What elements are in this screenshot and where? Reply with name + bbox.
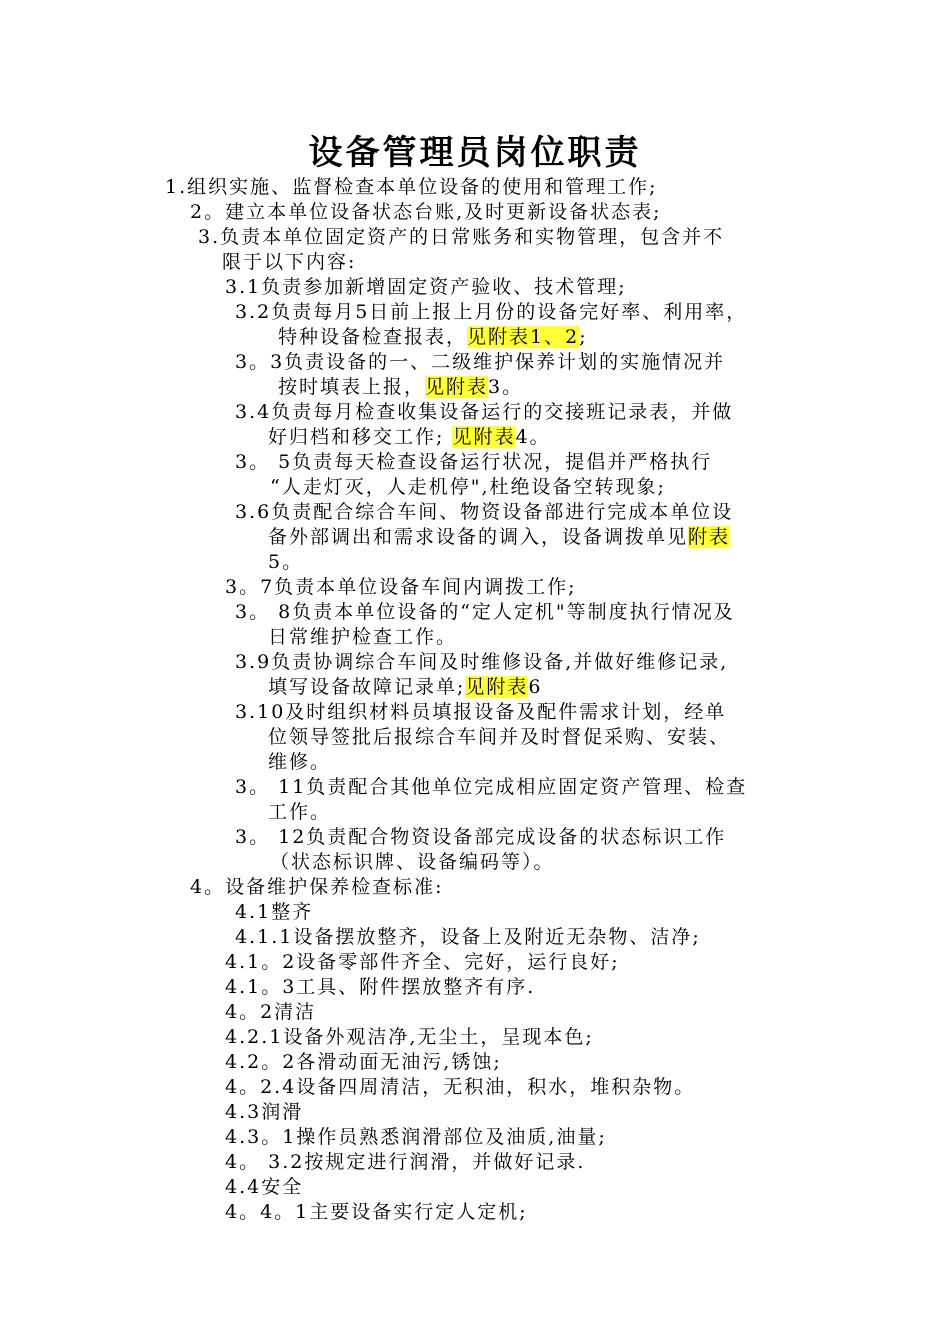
text-line <box>235 900 313 924</box>
line-text: 4.1。2设备零部件齐全、完好，运行良好; <box>225 951 620 973</box>
line-text: 3。 12负责配合物资设备部完成设备的状态标识工作 <box>235 826 727 848</box>
line-text: 3.4负责每月检查收集设备运行的交接班记录表，并做 <box>235 401 734 423</box>
line-text: 填写设备故障记录单; <box>268 676 466 698</box>
text-line <box>225 1100 303 1124</box>
highlighted-reference: 见附表 <box>452 426 516 448</box>
text-line <box>235 400 733 424</box>
text-line <box>190 875 444 899</box>
text-line <box>225 1025 594 1049</box>
line-text: 维修。 <box>268 751 332 773</box>
line-suffix: 4。 <box>515 426 551 448</box>
line-text: 4.1。3工具、附件摆放整齐有序. <box>225 976 536 998</box>
text-line <box>235 925 701 949</box>
highlighted-reference: 见附表 <box>425 376 489 398</box>
text-line <box>268 625 457 649</box>
text-line <box>235 500 733 524</box>
text-line <box>235 650 728 674</box>
text-line <box>222 250 356 274</box>
line-text: 4。 3.2按规定进行润滑，并做好记录. <box>225 1151 586 1173</box>
line-suffix: 6 <box>528 676 543 698</box>
line-suffix: ; <box>579 326 588 348</box>
text-line <box>190 200 662 224</box>
text-line <box>225 1150 585 1174</box>
text-line <box>225 975 535 999</box>
highlighted-reference: 见附表1、2 <box>467 326 580 348</box>
text-line <box>198 225 724 249</box>
line-text: 4。2.4设备四周清洁，无积油，积水，堆积杂物。 <box>225 1076 696 1098</box>
line-text: 4.3。1操作员熟悉润滑部位及油质,油量; <box>225 1126 607 1148</box>
line-text: 3.10及时组织材料员填报设备及配件需求计划，经单 <box>235 701 727 723</box>
line-text: 5。 <box>268 551 304 573</box>
text-line <box>278 325 588 349</box>
text-line <box>278 375 523 399</box>
line-text: 4.2。2各滑动面无油污,锈蚀; <box>225 1051 502 1073</box>
line-text: 1.组织实施、监督检查本单位设备的使用和管理工作; <box>165 176 658 198</box>
highlighted-reference: 附表 <box>688 526 731 548</box>
line-text: 4。4。1主要设备实行定人定机; <box>225 1201 528 1223</box>
line-text: 2。建立本单位设备状态台账,及时更新设备状态表; <box>190 201 662 223</box>
line-text: 3。 5负责每天检查设备运行状况，提倡并严格执行 <box>235 451 713 473</box>
text-line <box>268 675 543 699</box>
line-text: 3。 11负责配合其他单位完成相应固定资产管理、检查 <box>235 776 748 798</box>
line-text: 4.1.1设备摆放整齐，设备上及附近无杂物、洁净; <box>235 926 701 948</box>
text-line <box>225 1075 695 1099</box>
line-text: 日常维护检查工作。 <box>268 626 458 648</box>
text-line <box>235 700 726 724</box>
line-text: 备外部调出和需求设备的调入，设备调拨单见 <box>268 526 689 548</box>
document-title: 设备管理员岗位职责 <box>308 133 642 173</box>
line-text: 3。7负责本单位设备车间内调拨工作; <box>225 576 577 598</box>
line-text: 工作。 <box>268 801 332 823</box>
text-line <box>270 475 666 499</box>
line-text: 3.9负责协调综合车间及时维修设备,并做好维修记录, <box>235 651 729 673</box>
text-line <box>225 1175 303 1199</box>
line-text: 4.4安全 <box>225 1176 304 1198</box>
line-suffix: 3。 <box>488 376 524 398</box>
line-text: 特种设备检查报表， <box>278 326 468 348</box>
text-line <box>268 800 331 824</box>
text-line <box>268 550 303 574</box>
text-line <box>225 1125 607 1149</box>
line-text: 3.2负责每月5日前上报上月份的设备完好率、利用率， <box>235 301 748 323</box>
text-line <box>225 1000 316 1024</box>
text-line <box>235 300 747 324</box>
text-line <box>235 775 747 799</box>
text-line <box>235 350 725 374</box>
line-text: 限于以下内容: <box>222 251 357 273</box>
line-text: 3.负责本单位固定资产的日常账务和实物管理，包含并不 <box>198 226 725 248</box>
text-line <box>225 950 620 974</box>
line-text: 4。设备维护保养检查标准: <box>190 876 444 898</box>
line-text: （状态标识牌、设备编码等）。 <box>270 851 555 873</box>
text-line <box>270 850 555 874</box>
highlighted-reference: 见附表 <box>465 676 529 698</box>
line-text: 4。2清洁 <box>225 1001 317 1023</box>
line-text: 好归档和移交工作; <box>268 426 453 448</box>
text-line <box>235 600 735 624</box>
text-line <box>225 1200 528 1224</box>
line-text: 4.2.1设备外观洁净,无尘土，呈现本色; <box>225 1026 594 1048</box>
line-text: 4.3润滑 <box>225 1101 304 1123</box>
text-line <box>268 725 730 749</box>
text-line <box>268 425 551 449</box>
line-text: 位领导签批后报综合车间并及时督促采购、安装、 <box>268 726 731 748</box>
text-line <box>235 825 726 849</box>
text-line <box>225 275 627 299</box>
line-text: 3。3负责设备的一、二级维护保养计划的实施情况并 <box>235 351 726 373</box>
text-line <box>268 525 730 549</box>
text-line <box>268 750 331 774</box>
text-line <box>225 575 577 599</box>
line-text: “人走灯灭，人走机停",杜绝设备空转现象; <box>270 476 666 498</box>
text-line <box>225 1050 502 1074</box>
text-line <box>165 175 658 199</box>
line-text: 3。 8负责本单位设备的“定人定机"等制度执行情况及 <box>235 601 735 623</box>
line-text: 3.1负责参加新增固定资产验收、技术管理; <box>225 276 627 298</box>
line-text: 3.6负责配合综合车间、物资设备部进行完成本单位设 <box>235 501 734 523</box>
line-text: 4.1整齐 <box>235 901 314 923</box>
text-line <box>235 450 712 474</box>
line-text: 按时填表上报， <box>278 376 426 398</box>
